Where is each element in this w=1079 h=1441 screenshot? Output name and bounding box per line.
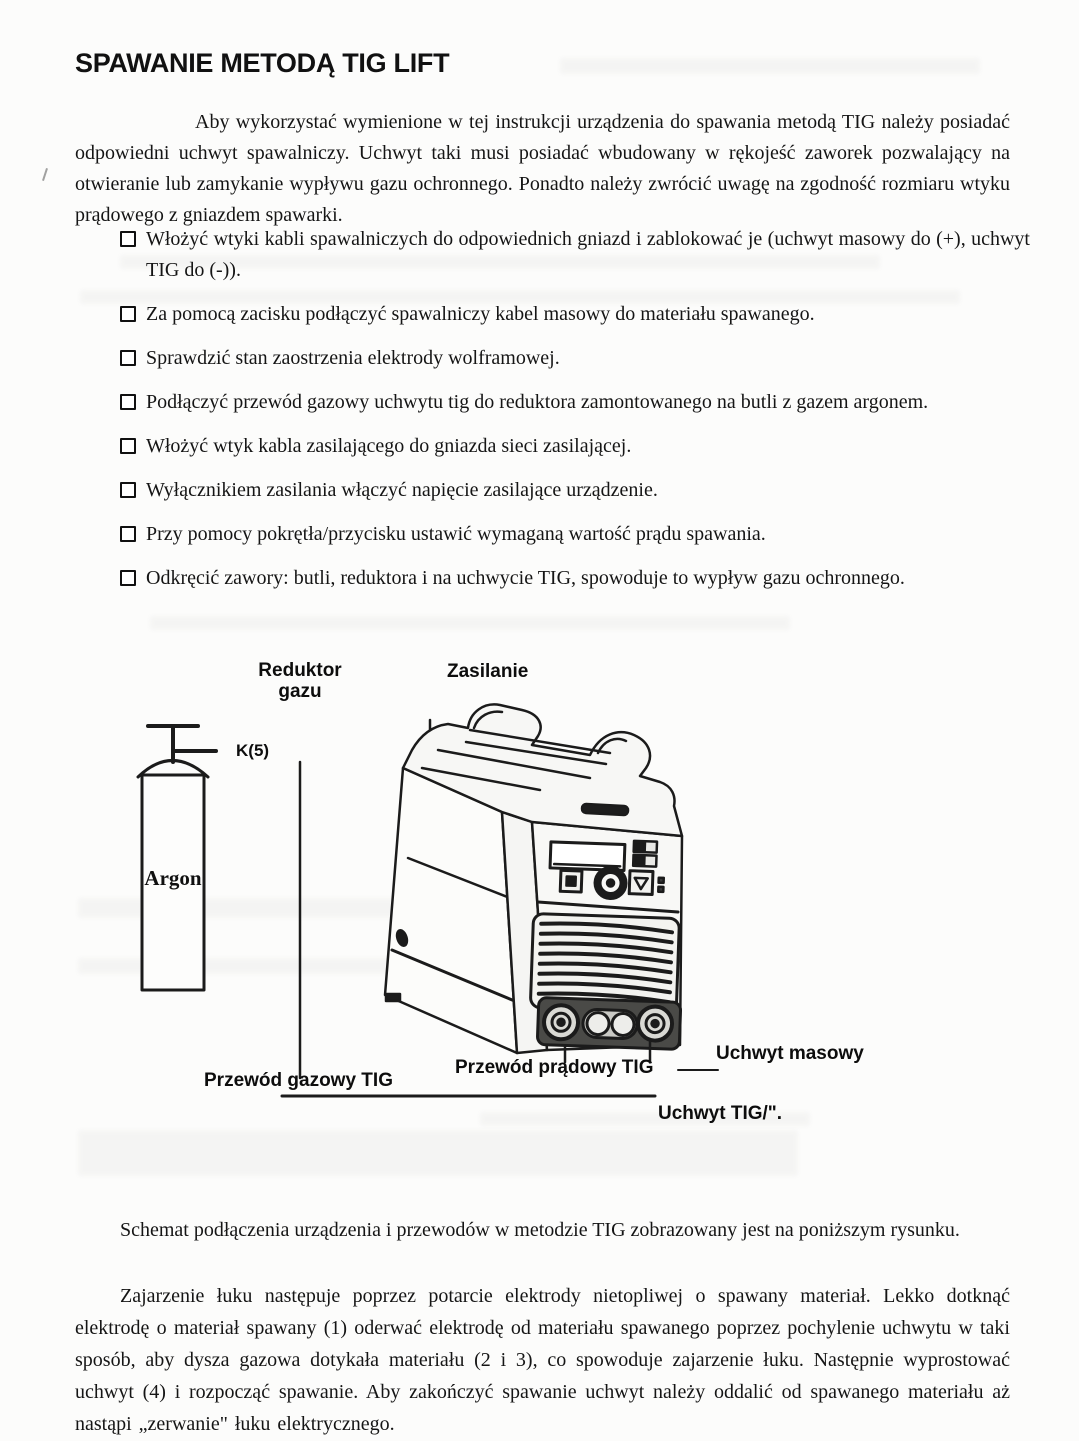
- checklist-item-text: Odkręcić zawory: butli, reduktora i na uchwycie TIG, spowoduje to wypływ gazu ochronnego.: [146, 567, 905, 589]
- page-title: SPAWANIE METODĄ TIG LIFT: [75, 48, 450, 79]
- welding-machine-drawing: [385, 704, 682, 1053]
- checklist-item: [120, 387, 1030, 418]
- checklist-item: [120, 299, 1030, 330]
- checkbox-icon: [120, 570, 136, 586]
- checkbox-icon: [120, 438, 136, 454]
- argon-cylinder-drawing: [138, 726, 216, 990]
- scan-artifact: [150, 616, 790, 630]
- intro-paragraph: Aby wykorzystać wymienione w tej instrukcji urządzenia do spawania metodą TIG należy posiadać odpowiedni uchwyt spawalniczy. Uchwyt taki musi posiadać wbudowany w rękojeść zaworek pozwalający na otwieranie lub zamykanie wypływu gazu ochronnego. Ponadto należy zwrócić uwagę na zgodność rozmiaru wtyku prądowego z gniazdem spawarki.: [75, 111, 1010, 226]
- tig-connection-diagram: [70, 650, 1010, 1195]
- label-argon: Argon: [144, 866, 202, 890]
- scan-artifact: [560, 58, 980, 74]
- checklist: [120, 224, 1030, 607]
- checkbox-icon: [120, 350, 136, 366]
- checklist-item-text: Włożyć wtyk kabla zasilającego do gniazda sieci zasilającej.: [146, 435, 632, 457]
- label-zasilanie: Zasilanie: [447, 661, 529, 682]
- checklist-item-text: Włożyć wtyki kabli spawalniczych do odpowiednich gniazd i zablokować je (uchwyt masowy do (+), uchwyt TIG do (-)).: [146, 228, 1030, 281]
- checklist-item-text: Sprawdzić stan zaostrzenia elektrody wolframowej.: [146, 347, 560, 369]
- checkbox-icon: [120, 231, 136, 247]
- label-przewod-gazowy: Przewód gazowy TIG: [204, 1070, 393, 1091]
- checklist-item: [120, 563, 1030, 594]
- checkbox-icon: [120, 394, 136, 410]
- checklist-item-text: Przy pomocy pokrętła/przycisku ustawić wymaganą wartość prądu spawania.: [146, 523, 766, 545]
- checkbox-icon: [120, 482, 136, 498]
- label-k5: K(5): [236, 741, 270, 760]
- checklist-item: [120, 224, 1030, 286]
- checklist-item: [120, 431, 1030, 462]
- checkbox-icon: [120, 306, 136, 322]
- zajarzenie-paragraph: Zajarzenie łuku następuje poprzez potarcie elektrody nietopliwej o spawany materiał. Lekko dotknąć elektrodę o materiał spawany (1) oderwać elektrodę od materiału spawanego poprzez pochylenie uchwytu w taki sposób, aby dysza gazowa dotykała materiału (2 i 3), co spowoduje zajarzenie łuku. Następnie wyprostować uchwyt (4) i rozpocząć spawanie. Aby zakończyć spawanie uchwyt należy oddalić od spawanego materiału aż nastąpi „zerwanie" łuku elektrycznego.: [75, 1285, 1010, 1435]
- label-uchwyt-masowy: Uchwyt masowy: [716, 1043, 864, 1064]
- label-przewod-pradowy: Przewód prądowy TIG: [455, 1057, 654, 1078]
- label-uchwyt-tig: Uchwyt TIG/".: [658, 1103, 783, 1124]
- checklist-item: [120, 343, 1030, 374]
- schemat-paragraph: Schemat podłączenia urządzenia i przewodów w metodzie TIG zobrazowany jest na poniższym rysunku.: [120, 1219, 960, 1241]
- checklist-item-text: Podłączyć przewód gazowy uchwytu tig do reduktora zamontowanego na butli z gazem argonem.: [146, 391, 929, 413]
- scan-mark: [42, 168, 48, 181]
- checklist-item: [120, 519, 1030, 550]
- checklist-item: [120, 475, 1030, 506]
- checklist-item-text: Za pomocą zacisku podłączyć spawalniczy kabel masowy do materiału spawanego.: [146, 303, 815, 325]
- checkbox-icon: [120, 526, 136, 542]
- checklist-item-text: Wyłącznikiem zasilania włączyć napięcie zasilające urządzenie.: [146, 479, 658, 501]
- label-reduktor-gazu: Reduktor gazu: [258, 660, 342, 702]
